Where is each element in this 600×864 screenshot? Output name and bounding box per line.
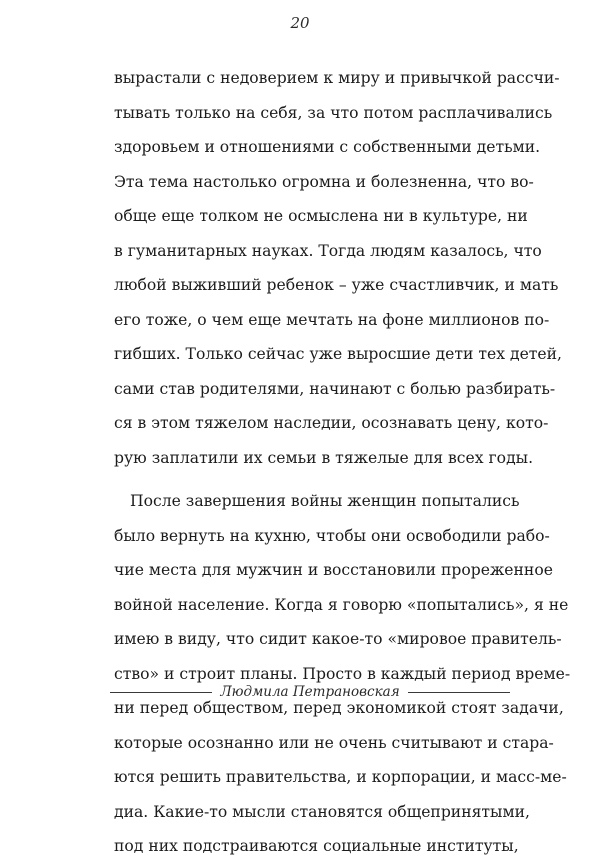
text-line: которые осознанно или не очень считывают и стара- [114, 733, 554, 752]
text-line: здоровьем и отношениями с собственными детьми. [114, 138, 541, 156]
text-line: ни перед обществом, перед экономикой стоят задачи, [114, 699, 564, 717]
footer-rule-right [408, 692, 510, 693]
text-line: ся в этом тяжелом наследии, осознавать цену, кото- [114, 414, 549, 432]
text-line: обще еще толком не осмыслена ни в культуре, ни [114, 207, 528, 225]
text-line: в гуманитарных науках. Тогда людям казалось, что [114, 241, 542, 260]
text-line: сами став родителями, начинают с болью разбирать- [114, 379, 556, 398]
text-line: диа. Какие-то мысли становятся общепринятыми, [114, 802, 530, 821]
text-line: ство» и строит планы. Просто в каждый период време- [114, 664, 571, 683]
text-line: тывать только на себя, за что потом расплачивались [114, 103, 553, 122]
footer-author: Людмила Петрановская [220, 684, 400, 700]
text-line: войной население. Когда я говорю «попытались», я не [114, 595, 569, 614]
body-text [114, 61, 571, 864]
text-line: ются решить правительства, и корпорации, и масс-ме- [114, 768, 567, 786]
text-line: было вернуть на кухню, чтобы они освободили рабо- [114, 526, 550, 545]
footer-rule-left [110, 692, 212, 693]
text-line: вырастали с недоверием к миру и привычкой рассчи- [114, 69, 560, 87]
text-line: под них подстраиваются социальные институты, [114, 837, 519, 855]
text-line: его тоже, о чем еще мечтать на фоне миллионов по- [114, 310, 550, 329]
text-line: чие места для мужчин и восстановили прореженное [114, 561, 553, 579]
text-line: любой выживший ребенок – уже счастливчик, и мать [114, 276, 559, 294]
text-line: После завершения войны женщин попытались [130, 492, 520, 510]
text-line: рую заплатили их семьи в тяжелые для всех годы. [114, 448, 534, 467]
text-line: имею в виду, что сидит какое-то «мировое правитель- [114, 630, 562, 648]
running-footer [110, 680, 510, 704]
paragraph-gap [114, 475, 498, 484]
text-line: Эта тема настолько огромна и болезненна, что во- [114, 172, 534, 191]
page-number: 20 [290, 14, 310, 32]
text-line: гибших. Только сейчас уже выросшие дети тех детей, [114, 345, 563, 363]
